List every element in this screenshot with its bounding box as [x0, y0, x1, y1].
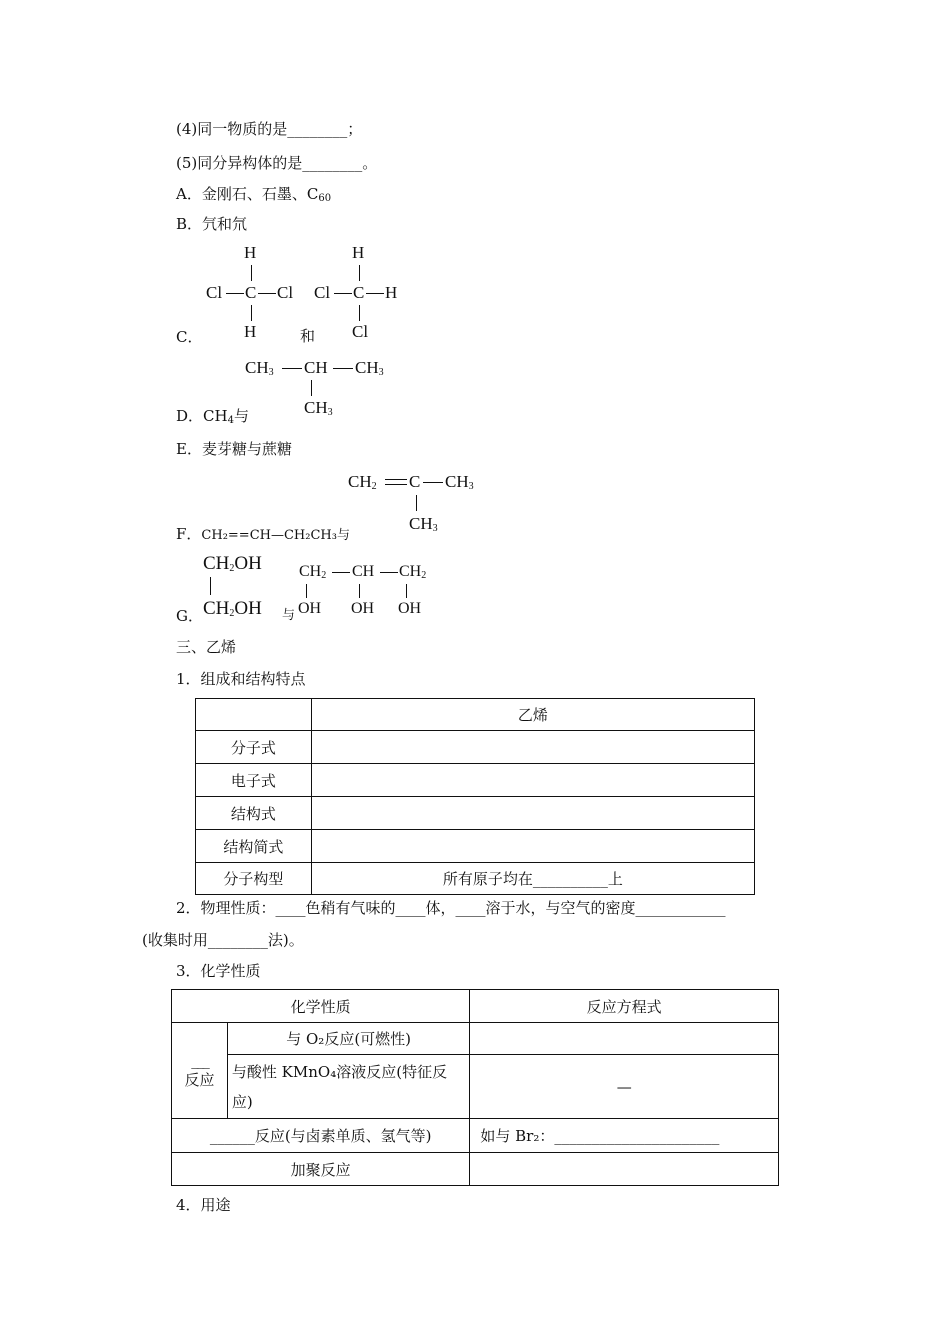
section-title: 三、乙烯 [176, 638, 237, 656]
subsection-1: 1．组成和结构特点 [176, 670, 306, 688]
table-header: 化学性质 [172, 990, 470, 1023]
table-cell [311, 731, 754, 764]
option-c-and: 和 [300, 327, 316, 345]
group-ch: CH [304, 358, 328, 377]
table-row-label [227, 1055, 469, 1119]
group-ch2: $CH_2$ [348, 472, 377, 492]
atom-c: C [245, 283, 257, 302]
option-f-text: CH₂==CH—CH₂CH₃与 [201, 528, 350, 543]
atom-cl: Cl [352, 322, 369, 341]
option-d-with: 与 [233, 407, 249, 425]
option-d [176, 405, 249, 426]
subsection-2-line2: (收集时用________法)。 [142, 931, 304, 949]
group-ch2: $CH_2$ [399, 563, 427, 581]
atom-h: H [352, 243, 365, 262]
ethylene-structure-table [195, 698, 755, 895]
group-cell [172, 1023, 228, 1119]
option-a-label: A． [176, 185, 202, 203]
table-cell [311, 797, 754, 830]
table-header-empty [196, 699, 312, 731]
group-blank: ___ [191, 1051, 208, 1069]
table-header: 乙烯 [311, 699, 754, 731]
table-cell: 所有原子均在__________上 [311, 863, 754, 895]
atom-h: H [244, 243, 257, 262]
subsection-2-line1: 2．物理性质：____色稍有气味的____体，____溶于水，与空气的密度____________ [176, 899, 726, 917]
table-cell: 如与 Br₂：______________________ [470, 1119, 779, 1153]
option-a-sub: 60 [318, 193, 332, 204]
table-row-label-line1: 与酸性 KMnO₄溶液反应(特征反 [231, 1062, 448, 1081]
group-ch3: $CH_3$ [409, 514, 438, 534]
table-cell [470, 1023, 779, 1055]
group-ch3: $CH_3$ [355, 358, 384, 378]
table-cell [311, 764, 754, 797]
table-row-label: 电子式 [196, 764, 312, 797]
option-d-sub: 4 [227, 415, 234, 426]
atom-cl: Cl [314, 283, 331, 302]
group-ch3: $CH_3$ [245, 358, 274, 378]
table-row-label: ______反应(与卤素单质、氢气等) [172, 1119, 470, 1153]
atom-h: H [385, 283, 398, 302]
group-ch3: $CH_3$ [445, 472, 474, 492]
table-row-label-line2: 应) [231, 1092, 253, 1111]
subsection-3: 3．化学性质 [176, 962, 261, 980]
atom-c: C [353, 283, 365, 302]
table-row-label: 结构简式 [196, 830, 312, 863]
group-ch2: $CH_2$ [299, 563, 327, 581]
table-row-label: 与 O₂反应(可燃性) [227, 1023, 469, 1055]
option-d-label: D．CH [176, 407, 228, 425]
table-cell [311, 830, 754, 863]
table-row-label: 加聚反应 [172, 1153, 470, 1186]
atom-cl: Cl [206, 283, 223, 302]
option-c-label: C． [176, 328, 203, 346]
group-ch2oh: $CH_2OH$ [203, 598, 262, 619]
option-f-label: F． [176, 525, 202, 543]
table-row-label: 分子构型 [196, 863, 312, 895]
option-a-text: 金刚石、石墨、C [201, 185, 319, 203]
option-g-label: G． [176, 607, 203, 625]
table-header: 反应方程式 [470, 990, 779, 1023]
atom-c: C [409, 472, 421, 491]
group-oh: OH [351, 600, 375, 617]
option-f [176, 523, 350, 544]
table-row-label: 分子式 [196, 731, 312, 764]
table-cell [470, 1153, 779, 1186]
atom-h: H [244, 322, 257, 341]
atom-cl: Cl [277, 283, 294, 302]
question-4: (4)同一物质的是________； [176, 120, 363, 138]
group-ch: CH [352, 563, 375, 580]
group-label: 反应 [184, 1071, 215, 1089]
table-row-label: 结构式 [196, 797, 312, 830]
option-a [176, 183, 331, 204]
group-ch2oh: $CH_2OH$ [203, 553, 262, 574]
group-oh: OH [298, 600, 322, 617]
option-e: E．麦芽糖与蔗糖 [176, 440, 292, 458]
question-5: (5)同分异构体的是________。 [176, 154, 378, 172]
subsection-4: 4．用途 [176, 1196, 231, 1214]
table-cell: — [470, 1055, 779, 1119]
group-oh: OH [398, 600, 422, 617]
option-b: B．氕和氘 [176, 215, 248, 233]
option-g-with: 与 [282, 608, 296, 623]
group-ch3: $CH_3$ [304, 398, 333, 418]
chemical-properties-table [171, 989, 779, 1186]
